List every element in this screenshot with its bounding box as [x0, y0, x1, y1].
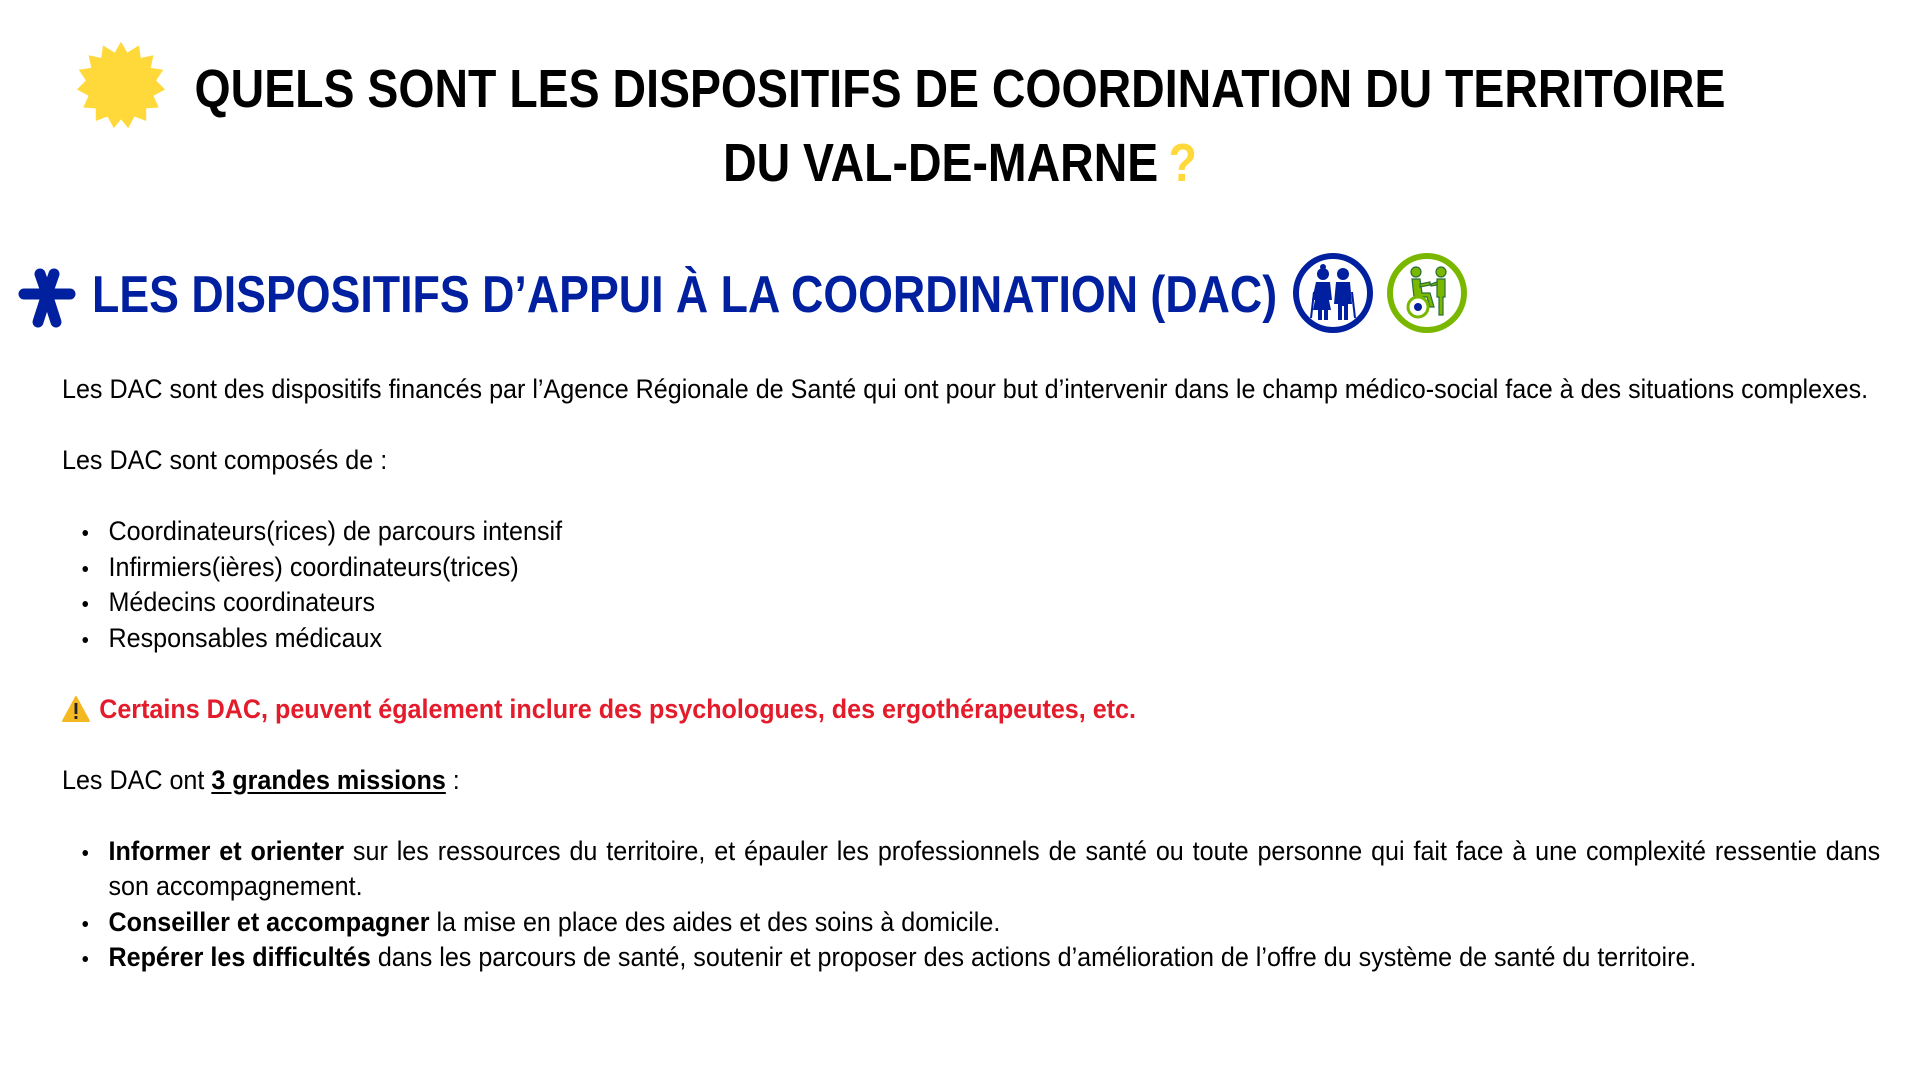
warning-notice [62, 692, 1880, 728]
section-heading: LES DISPOSITIFS D’APPUI À LA COORDINATION (DAC) [92, 266, 1278, 324]
list-item [109, 940, 1881, 976]
warning-triangle-icon [62, 696, 90, 723]
missions-label [62, 763, 1880, 799]
list-item: Responsables médicaux [109, 621, 1881, 657]
mission-text: sur les ressources du territoire, et épauler les professionnels de santé ou toute personne qui fait face à une complexité ressentie dans son accompagnement. [108, 835, 1881, 901]
intro-paragraph: Les DAC sont des dispositifs financés par l’Agence Régionale de Santé qui ont pour but d’intervenir dans le champ médico-social face à des situations complexes. [62, 374, 1869, 404]
warning-text: Certains DAC, peuvent également inclure des psychologues, des ergothérapeutes, etc. [99, 693, 1136, 724]
composition-list [62, 514, 1880, 656]
missions-list [62, 834, 1880, 976]
list-item [109, 905, 1881, 941]
missions-emphasis: 3 grandes missions [211, 764, 446, 795]
list-item [109, 834, 1881, 905]
list-item: Coordinateurs(rices) de parcours intensif [109, 514, 1881, 550]
page-title-line-1: QUELS SONT LES DISPOSITIFS DE COORDINATION DU TERRITOIRE [194, 59, 1726, 119]
page-title-line-2-text: DU VAL-DE-MARNE [723, 133, 1159, 193]
elderly-couple-icon [1292, 252, 1374, 334]
wheelchair-care-icon [1386, 252, 1468, 334]
page-title-line-2 [134, 126, 1785, 200]
question-mark-icon: ? [1168, 133, 1197, 193]
mission-title: Repérer les difficultés [108, 942, 371, 972]
mission-text: dans les parcours de santé, soutenir et proposer des actions d’amélioration de l’offre du système de santé du territoire. [370, 942, 1697, 972]
missions-suffix: : [445, 764, 460, 795]
composition-label: Les DAC sont composés de : [62, 445, 388, 475]
mission-text: la mise en place des aides et des soins à domicile. [429, 906, 1001, 937]
asterisk-icon [16, 268, 78, 330]
list-item: Infirmiers(ières) coordinateurs(trices) [109, 550, 1881, 586]
list-item: Médecins coordinateurs [109, 585, 1881, 621]
mission-title: Conseiller et accompagner [108, 906, 430, 937]
mission-title: Informer et orienter [108, 835, 345, 866]
missions-prefix: Les DAC ont [62, 764, 212, 795]
body-content [62, 372, 1880, 976]
